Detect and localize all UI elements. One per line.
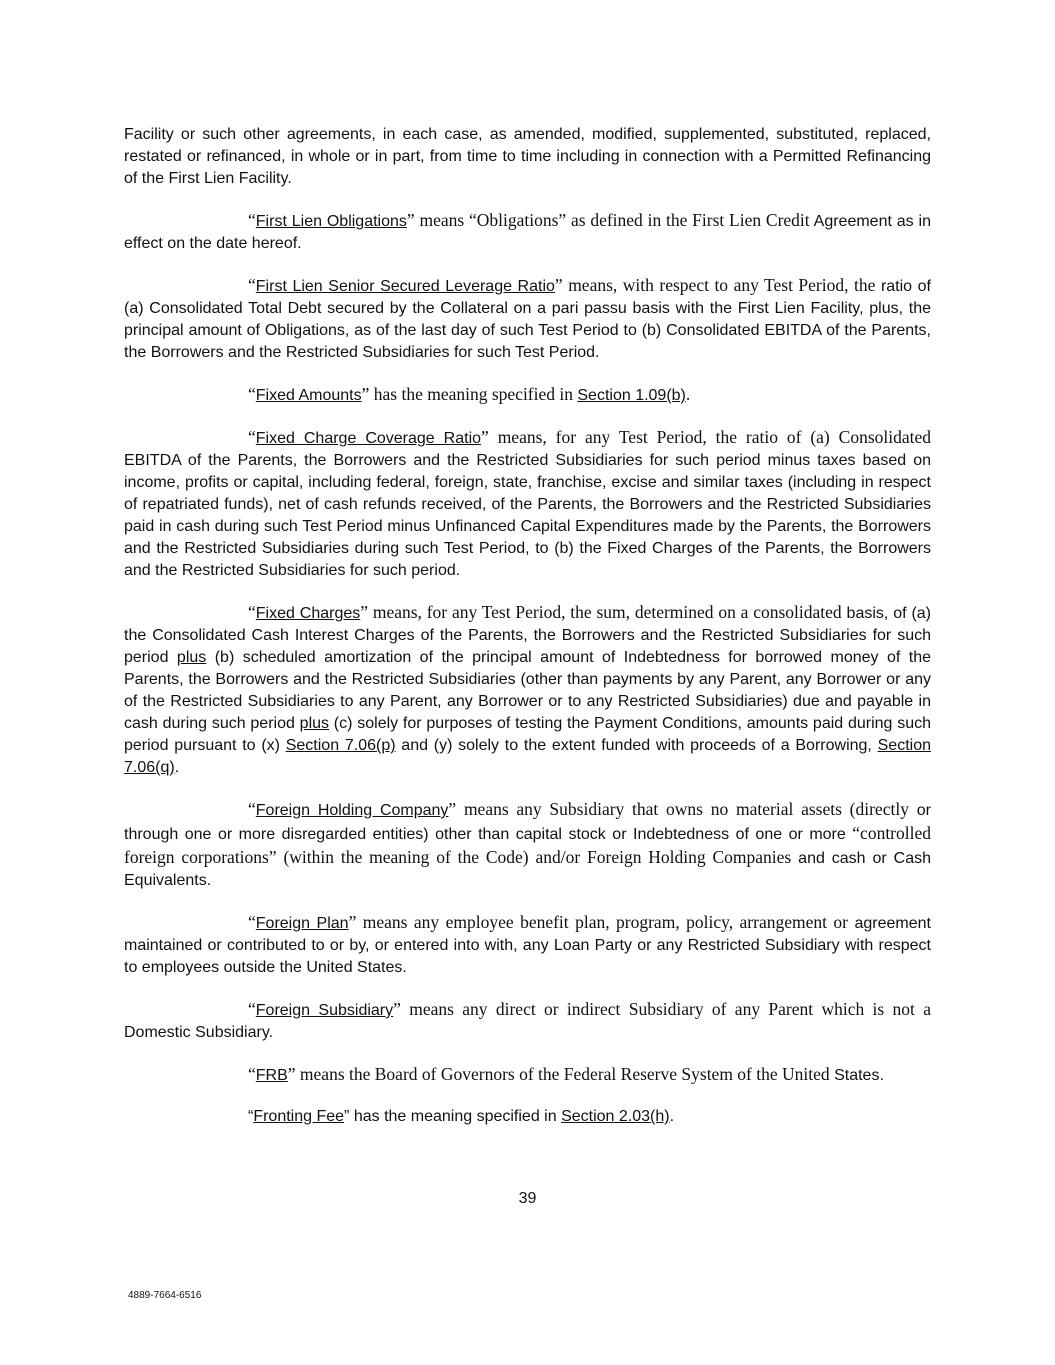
- defined-term: First Lien Senior Secured Leverage Ratio: [255, 278, 555, 295]
- defined-term: Fixed Charge Coverage Ratio: [255, 430, 482, 447]
- definition-first-lien-senior-secured-leverage-ratio: “First Lien Senior Secured Leverage Ratio” means, with respect to any Test Period, the ratio of (a) Consolidated Total Debt secured by the Collateral on a pari passu basis with the First Lien Facility, plus, the principal amount of Obligations, as of the last day of such Test Period to (b) Consolidated EBITDA of the Parents, the Borrowers and the Restricted Subsidiaries for such Test Period.: [124, 275, 931, 361]
- definition-frb: “FRB” means the Board of Governors of the Federal Reserve System of the United States.: [248, 1064, 884, 1084]
- defined-term: FRB: [255, 1067, 288, 1084]
- definition-foreign-plan: “Foreign Plan” means any employee benefit plan, program, policy, arrangement or agreement maintained or contributed to or by, or entered into with, any Loan Party or any Restricted Subsidiary with respect to employees outside the United States.: [124, 912, 931, 976]
- document-id: 4889-7664-6516: [128, 1290, 202, 1301]
- defined-term: Foreign Holding Company: [255, 802, 449, 819]
- definition-fixed-charge-coverage-ratio: “Fixed Charge Coverage Ratio” means, for any Test Period, the ratio of (a) Consolidated EBITDA of the Parents, the Borrowers and the Restricted Subsidiaries for such period minus taxes based on income, profits or capital, including federal, foreign, state, franchise, excise and similar taxes (including in respect of repatriated funds), net of cash refunds received, of the Parents, the Borrowers and the Restricted Subsidiaries paid in cash during such Test Period minus Unfinanced Capital Expenditures made by the Parents, the Borrowers and the Restricted Subsidiaries during such Test Period, to (b) the Fixed Charges of the Parents, the Borrowers and the Restricted Subsidiaries for such period.: [124, 427, 932, 579]
- definition-continuation: Facility or such other agreements, in each case, as amended, modified, supplemented, substituted, replaced, restated or refinanced, in whole or in part, from time to time including in connection with a Permitted Refinancing of the First Lien Facility.: [124, 126, 931, 187]
- plus-term: plus: [176, 649, 207, 666]
- defined-term: Fixed Charges: [255, 605, 361, 622]
- section-reference: Section 2.03(h): [561, 1108, 670, 1125]
- section-reference: Section 7.06(q): [124, 737, 931, 776]
- page-number: 39: [518, 1190, 537, 1207]
- definition-foreign-holding-company: “Foreign Holding Company” means any Subsidiary that owns no material assets (directly or through one or more disregarded entities) other than capital stock or Indebtedness of one or more “controlled foreign corporations” (within the meaning of the Code) and/or Foreign Holding Companies and cash or Cash Equivalents.: [124, 799, 932, 889]
- plus-term: plus: [299, 715, 330, 732]
- defined-term: First Lien Obligations: [255, 213, 407, 230]
- definition-fronting-fee: “Fronting Fee” has the meaning specified in Section 2.03(h).: [248, 1108, 675, 1125]
- defined-term: Foreign Plan: [255, 915, 349, 932]
- definition-fixed-charges: “Fixed Charges” means, for any Test Period, the sum, determined on a consolidated basis, of (a) the Consolidated Cash Interest Charges of the Parents, the Borrowers and the Restricted Subsidiaries for such period plus (b) scheduled amortization of the principal amount of Indebtedness for borrowed money of the Parents, the Borrowers and the Restricted Subsidiaries (other than payments by any Parent, any Borrower or any of the Restricted Subsidiaries to any Parent, any Borrower or to any Restricted Subsidiaries) due and payable in cash during such period plus (c) solely for purposes of testing the Payment Conditions, amounts paid during such period pursuant to (x) Section 7.06(p) and (y) solely to the extent funded with proceeds of a Borrowing, Section 7.06(q).: [124, 602, 932, 776]
- document-body: [124, 124, 931, 1147]
- definition-fixed-amounts: “Fixed Amounts” has the meaning specified in Section 1.09(b).: [248, 384, 691, 404]
- defined-term: Fixed Amounts: [255, 387, 362, 404]
- defined-term: Foreign Subsidiary: [255, 1002, 394, 1019]
- defined-term: Fronting Fee: [253, 1108, 345, 1125]
- section-reference: Section 7.06(p): [285, 737, 396, 754]
- section-reference: Section 1.09(b): [577, 387, 686, 404]
- definition-first-lien-obligations: “First Lien Obligations” means “Obligations” as defined in the First Lien Credit Agreement as in effect on the date hereof.: [124, 210, 931, 252]
- definition-foreign-subsidiary: “Foreign Subsidiary” means any direct or indirect Subsidiary of any Parent which is not a Domestic Subsidiary.: [124, 999, 931, 1041]
